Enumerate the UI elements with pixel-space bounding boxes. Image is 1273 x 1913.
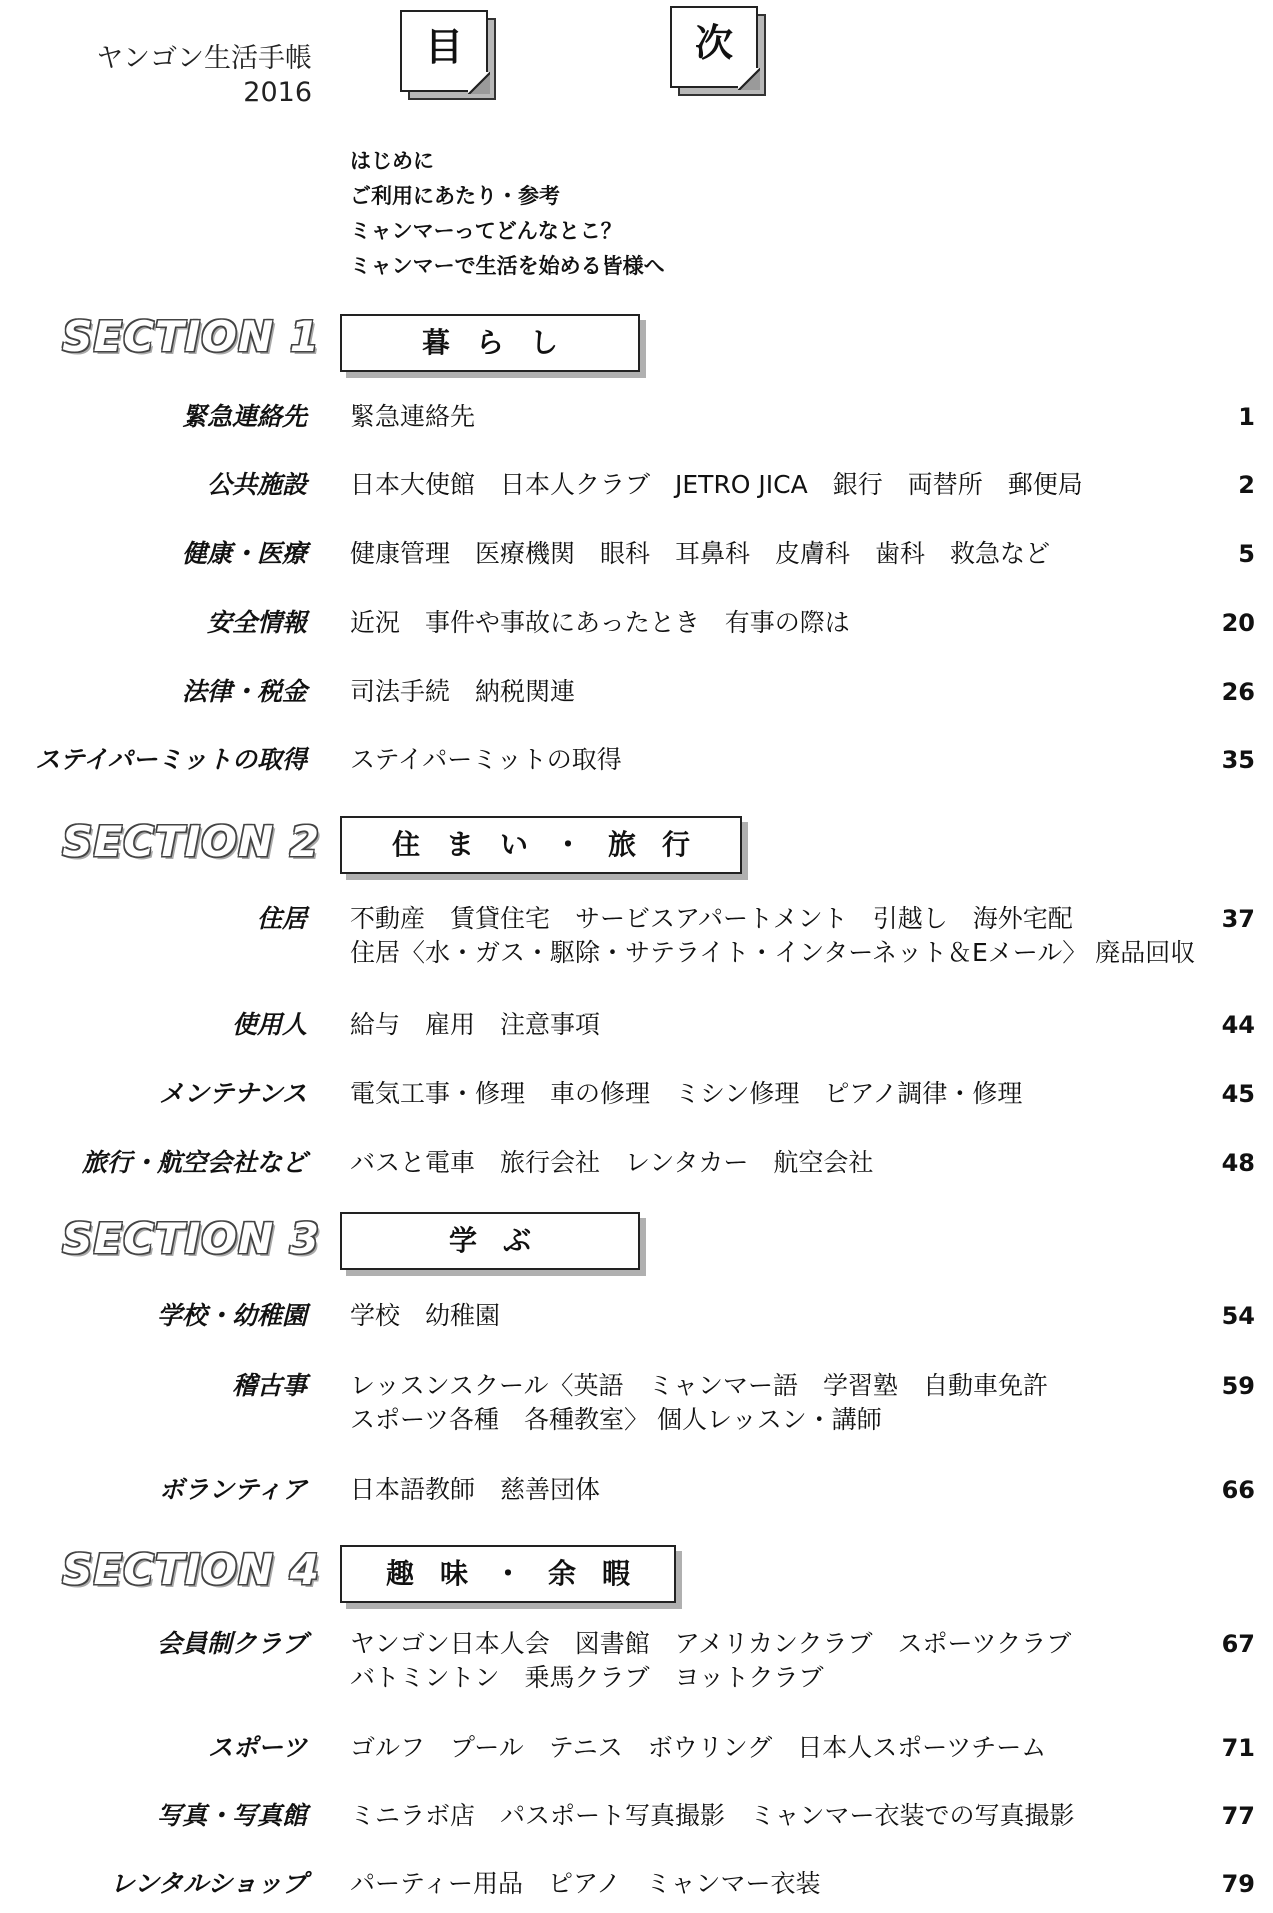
toc-page-number: 48 (1221, 1149, 1255, 1177)
heading-box-moku-label: 目 (400, 10, 488, 92)
section-3-label: SECTION 3 (62, 1214, 320, 1263)
toc-page-number: 20 (1221, 609, 1255, 637)
toc-category: ステイパーミットの取得 (35, 745, 307, 774)
toc-description: ステイパーミットの取得 (350, 745, 622, 774)
page-fold-icon (468, 72, 490, 94)
title-line-1: ヤンゴン生活手帳 (96, 43, 312, 74)
section-2-label: SECTION 2 (62, 817, 320, 866)
toc-description: 日本語教師 慈善団体 (350, 1475, 601, 1504)
section-3-tab[interactable] (340, 1212, 640, 1270)
toc-description: レッスンスクール〈英語 ミャンマー語 学習塾 自動車免許 スポーツ各種 各種教室〉 個人レッスン・講師 (350, 1371, 1049, 1434)
title-line-2: 2016 (243, 77, 312, 108)
toc-category: 法律・税金 (181, 677, 307, 706)
toc-page-number: 71 (1221, 1734, 1255, 1762)
toc-description: 電気工事・修理 車の修理 ミシン修理 ピアノ調律・修理 (350, 1079, 1023, 1108)
toc-category: 会員制クラブ (156, 1629, 307, 1658)
section-1-tab[interactable] (340, 314, 640, 372)
toc-description: パーティー用品 ピアノ ミャンマー衣装 (350, 1869, 821, 1898)
toc-page-number: 67 (1221, 1630, 1255, 1658)
toc-category: 住居 (256, 904, 307, 933)
toc-category: 旅行・航空会社など (81, 1148, 307, 1177)
section-3-title: 学ぶ (448, 1224, 557, 1257)
toc-category: ボランティア (158, 1475, 307, 1504)
toc-page-number: 26 (1221, 678, 1255, 706)
toc-page-number: 66 (1221, 1476, 1255, 1504)
toc-category: 使用人 (231, 1010, 307, 1039)
toc-category: 学校・幼稚園 (156, 1301, 307, 1330)
toc-category: スポーツ (207, 1733, 307, 1762)
toc-description: 近況 事件や事故にあったとき 有事の際は (350, 608, 850, 637)
heading-box-moku (400, 10, 488, 92)
toc-category: メンテナンス (158, 1079, 307, 1108)
section-2-title: 住まい・旅行 (391, 828, 716, 861)
toc-page-number: 79 (1221, 1870, 1255, 1898)
toc-page-number: 45 (1221, 1080, 1255, 1108)
toc-page-number: 77 (1221, 1802, 1255, 1830)
intro-list (350, 144, 665, 284)
toc-category: 健康・医療 (181, 539, 307, 568)
intro-item[interactable]: はじめに (350, 149, 434, 173)
toc-page-number: 44 (1221, 1011, 1255, 1039)
toc-description: 司法手続 納税関連 (350, 677, 576, 706)
toc-description: 緊急連絡先 (350, 402, 476, 431)
toc-description: ミニラボ店 パスポート写真撮影 ミャンマー衣装での写真撮影 (350, 1801, 1075, 1830)
toc-page-number: 54 (1221, 1302, 1255, 1330)
intro-item[interactable]: ミャンマーで生活を始める皆様へ (350, 254, 665, 278)
toc-page-number: 37 (1221, 905, 1255, 933)
heading-box-ji (670, 6, 758, 88)
toc-description: 健康管理 医療機関 眼科 耳鼻科 皮膚科 歯科 救急など (350, 539, 1051, 568)
toc-page-number: 35 (1221, 746, 1255, 774)
document-title (62, 42, 312, 110)
toc-description: 給与 雇用 注意事項 (350, 1010, 601, 1039)
section-1-label: SECTION 1 (62, 312, 320, 361)
toc-page-number: 5 (1238, 540, 1255, 568)
section-1-title: 暮らし (421, 326, 584, 359)
toc-category: 公共施設 (206, 470, 307, 499)
intro-item[interactable]: ご利用にあたり・参考 (350, 184, 560, 208)
section-4-title: 趣味・余暇 (385, 1557, 656, 1590)
toc-description: バスと電車 旅行会社 レンタカー 航空会社 (350, 1148, 874, 1177)
intro-item[interactable]: ミャンマーってどんなとこ？ (350, 219, 622, 243)
section-2-tab[interactable] (340, 816, 742, 874)
page-fold-icon (738, 68, 760, 90)
toc-description: ゴルフ プール テニス ボウリング 日本人スポーツチーム (350, 1733, 1047, 1762)
section-4-label: SECTION 4 (62, 1545, 320, 1594)
toc-description: 日本大使館 日本人クラブ JETRO JICA 銀行 両替所 郵便局 (350, 470, 1083, 499)
toc-description: 不動産 賃貸住宅 サービスアパートメント 引越し 海外宅配 住居〈水・ガス・駆除・サテライト・インターネット＆Eメール〉 廃品回収 (350, 904, 1196, 967)
toc-category: 安全情報 (206, 608, 307, 637)
toc-description: ヤンゴン日本人会 図書館 アメリカンクラブ スポーツクラブ バトミントン 乗馬クラブ ヨットクラブ (350, 1629, 1072, 1692)
toc-category: 稽古事 (231, 1371, 307, 1400)
toc-page-number: 1 (1238, 403, 1255, 431)
toc-description: 学校 幼稚園 (350, 1301, 501, 1330)
toc-page-number: 59 (1221, 1372, 1255, 1400)
toc-category: 緊急連絡先 (181, 402, 307, 431)
toc-page-number: 2 (1238, 471, 1255, 499)
toc-category: 写真・写真館 (156, 1801, 307, 1830)
toc-category: レンタルショップ (109, 1869, 307, 1898)
section-4-tab[interactable] (340, 1545, 676, 1603)
heading-box-ji-label: 次 (670, 6, 758, 88)
